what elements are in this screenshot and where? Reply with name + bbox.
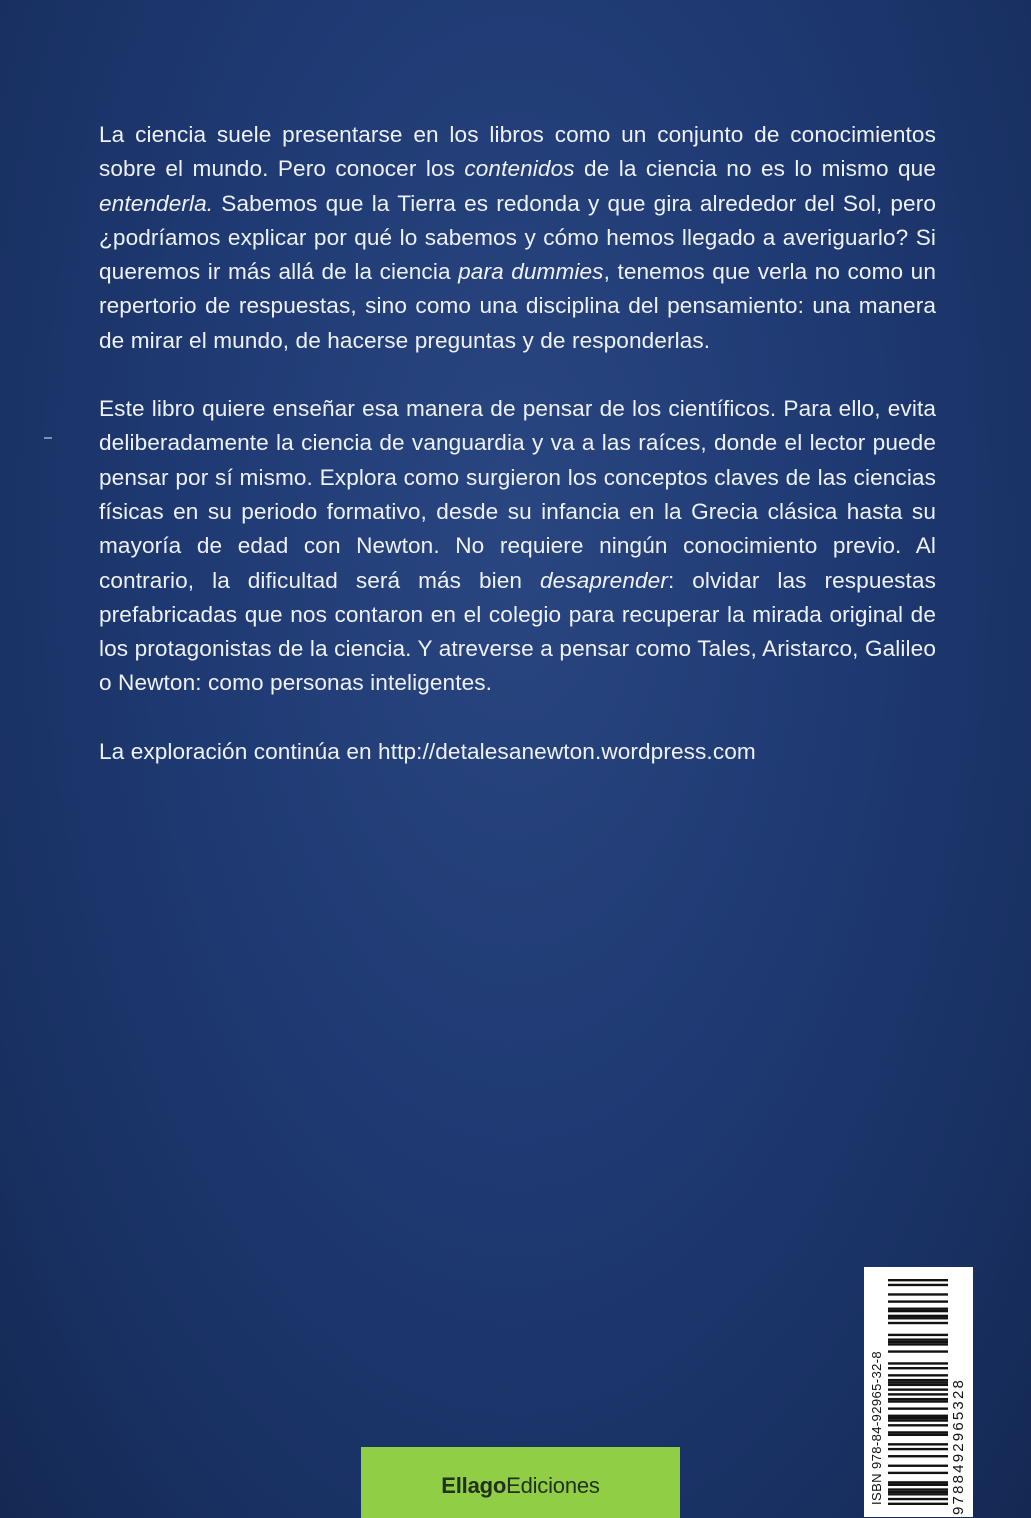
barcode-bar [888,1310,948,1312]
barcode-bar [888,1279,948,1281]
text-run: La ciencia suele presentarse en los libros como un conjunto de conocimientos sobre el mundo. Pero conocer los [99,122,936,182]
barcode-bar [888,1350,948,1352]
blurb-paragraph-1 [99,118,936,358]
publisher-name [441,1467,599,1499]
text-run: Sabemos que la Tierra es redonda y que gira alrededor del Sol, pero ¿podríamos explicar por qué lo sabemos y cómo hemos llegado a averiguarlo? Si queremos ir más allá de la ciencia [99,190,936,285]
barcode-bar [888,1498,948,1500]
barcode-bar [888,1315,948,1317]
barcode-bar [888,1284,948,1286]
barcode-bar [888,1343,948,1345]
barcode-bar [888,1493,948,1495]
ean-digits: 9788492965328 [950,1377,967,1515]
italic-term: para dummies [458,259,604,285]
barcode-bar [888,1381,948,1383]
publisher-name-part1: Ellago [441,1472,507,1498]
text-run: : olvidar las respuestas prefabricadas que nos contaron en el colegio para recuperar la mirada original de los protagonistas de la ciencia. Y atreverse a pensar como Tales, Aristarco, Galileo o Newton: como personas inteligentes. [99,567,936,696]
publisher-logo [361,1447,680,1518]
barcode-bar [888,1481,948,1483]
barcode-bar [888,1308,948,1310]
isbn-barcode [864,1267,973,1517]
text-run: Este libro quiere enseñar esa manera de pensar de los científicos. Para ello, evita deliberadamente la ciencia de vanguardia y va a las raíces, donde el lector puede pensar por sí mismo. Explora como surgieron los conceptos claves de las ciencias físicas en su periodo formativo, desde su infancia en la Grecia clásica hasta su mayoría de edad con Newton. No requiere ningún conocimiento previo. Al contrario, la dificultad será más bien [99,396,936,593]
barcode-bar [888,1407,948,1409]
barcode-bar [888,1300,948,1302]
barcode-bar [888,1398,948,1400]
barcode-bar [888,1419,948,1421]
blurb-text [99,118,936,769]
barcode-bar [888,1374,948,1376]
barcode-bar [888,1317,948,1319]
barcode-bar [888,1503,948,1505]
barcode-bar [888,1388,948,1390]
italic-term: contenidos [464,156,575,182]
barcode-bar [888,1434,948,1436]
publisher-name-part2: Ediciones [506,1472,600,1498]
barcode-bar [888,1338,948,1340]
barcode-bar [888,1448,948,1450]
barcode-bar [888,1455,948,1457]
barcode-bar [888,1415,948,1417]
barcode-bar [888,1400,948,1402]
italic-term: entenderla. [99,190,214,216]
barcode-bar [888,1472,948,1474]
barcode-bar [888,1322,948,1324]
barcode-bar [888,1362,948,1364]
barcode-bar [888,1443,948,1445]
barcode-bar [888,1465,948,1467]
barcode-bar [888,1484,948,1486]
barcode-bar [888,1491,948,1493]
text-run: , tenemos que verla no como un repertorio de respuestas, sino como una disciplina del pensamiento: una manera de mirar el mundo, de hacerse preguntas y de responderlas. [99,259,936,353]
barcode-bar [888,1334,948,1336]
barcode-bar [888,1488,948,1490]
website-line: La exploración continúa en http://detalesanewton.wordpress.com [99,738,756,764]
barcode-bar [888,1379,948,1381]
barcode-bars [888,1279,948,1505]
isbn-label: ISBN 978-84-92965-32-8 [869,1350,884,1505]
barcode-bar [888,1424,948,1426]
barcode-bar [888,1431,948,1433]
barcode-bar [888,1417,948,1419]
barcode-bar [888,1367,948,1369]
barcode-bar [888,1384,948,1386]
print-mark [44,437,52,439]
barcode-bar [888,1393,948,1395]
barcode-bar [888,1341,948,1343]
text-run: de la ciencia no es lo mismo que [574,156,936,182]
barcode-bar [888,1293,948,1295]
blurb-paragraph-2 [99,392,936,701]
italic-term: desaprender [539,567,668,593]
